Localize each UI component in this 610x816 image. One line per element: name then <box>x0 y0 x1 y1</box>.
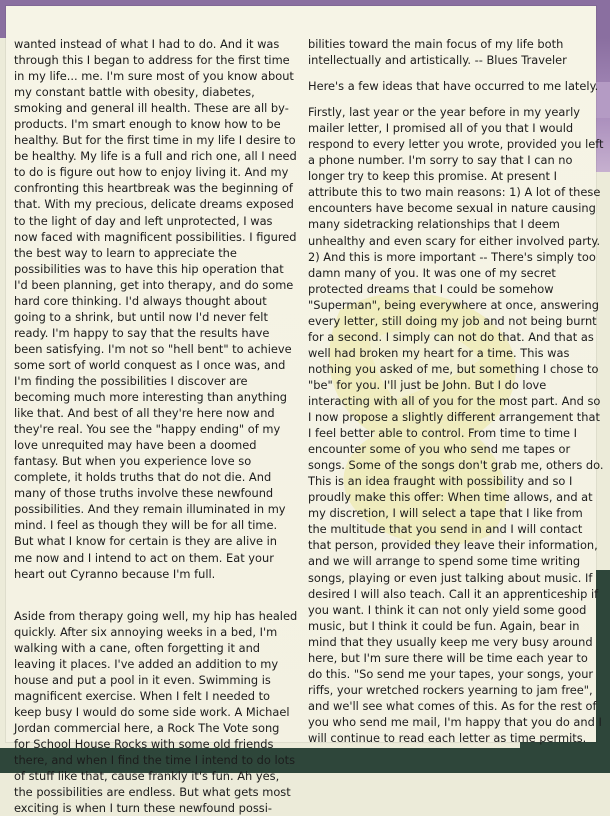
right-paragraph-1: bilities toward the main focus of my life both intellectually and artistically. -- Blues Traveler <box>308 37 567 68</box>
paragraph-gap <box>14 592 298 608</box>
left-paragraph-1: wanted instead of what I had to do. And it was through this I began to address for the first time in my life... me. I'm sure most of you know about my constant battle with obesity, diabetes, smoking and general ill health. These are all by-products. I'm smart enough to know how to be healthy. But for the first time in my life I desire to be healthy. My life is a full and rich one, all I need to do is figure out how to enjoy living it. And my confronting this heartbreak was the beginning of that. With my precious, delicate dreams exposed to the light of day and left unprotected, I was now faced with magnificent possibilities. I figured the best way to learn to appreciate the possibilities was to have this hip operation that I'd been planning, get into therapy, and do some hard core thinking. I'd always thought about going to a shrink, but until now I'd never felt ready. I'm happy to say that the results have been satisfying. I'm not so "hell bent" to achieve some sort of world conquest as I once was, and I'm finding the possibilities I discover are becoming much more interesting than anything like that. And best of all they're here now and they're real. You see the "happy ending" of my love unrequited may have been a doomed fantasy. But when you experience love so complete, it holds truths that do not die. And many of those truths involve these newfound possibilities. And they remain illuminated in my mind. I feel as though they will be for all time. But what I know for certain is they are alive in me now and I intend to act on them. Eat your heart out Cyranno because I'm full. <box>14 37 297 581</box>
left-column <box>14 36 298 816</box>
right-paragraph-3: Firstly, last year or the year before in my yearly mailer letter, I promised all of you that I would respond to every letter you wrote, provided you left a phone number. I'm sorry to say that I can no longer try to keep this promise. At present I attribute this to two main reasons: 1) A lot of these encounters have become sexual in nature causing many sidetracking relationships that I deem unhealthy and even scary for either involved party. 2) And this is more important -- There's simply too damn many of you. It was one of my secret protected dreams that I could be somehow "Superman", being everywhere at once, answering every letter, still doing my job and not being burnt for a second. I simply can not do that. And that as well had broken my heart for a time. This was nothing you asked of me, but something I chose to "be" for you. I'll just be John. But I do love interacting with all of you for the most part. And so I now propose a slightly different arrangement that I feel better able to control. From time to time I encounter some of you who send me tapes or songs. Some of the songs don't grab me, others do. This is an idea fraught with possibility and so I proudly make this offer: When time allows, and at my discretion, I will select a tape that I like from the multitude that you send in and I will contact that person, provided they leave their information, and we will arrange to spend some time writing songs, playing or even just talking about music. If desired I will also teach. Call it an apprenticeship if you want. I think it can not only yield some good music, but I think it could be fun. Again, bear in mind that they usually keep me very busy around here, but I'm sure there will be time each year to do this. "So send me your tapes, your songs, your riffs, your wretched rockers yearning to jam free", and we'll see what comes of this. As for the rest of you who send me mail, I'm happy that you do and I will continue to read each letter as time permits. <box>308 105 604 745</box>
right-paragraph-2: Here's a few ideas that have occurred to me lately. <box>308 79 599 94</box>
right-column <box>308 36 604 746</box>
left-paragraph-2: Aside from therapy going well, my hip has healed quickly. After six annoying weeks in a bed, I'm walking with a cane, often forgetting it and leaving it places. I've added an addition to my house and put a pool in it even. Swimming is magnificent exercise. When I felt I needed to keep busy I would do some side work. A Michael Jordan commercial here, a Rock The Vote song for School House Rocks with some old friends there, and when I find the time I intend to do lots of stuff like that, cause frankly it's fun. Ah yes, the possibilities are endless. But what gets most exciting is when I turn these newfound possi- <box>14 608 298 816</box>
